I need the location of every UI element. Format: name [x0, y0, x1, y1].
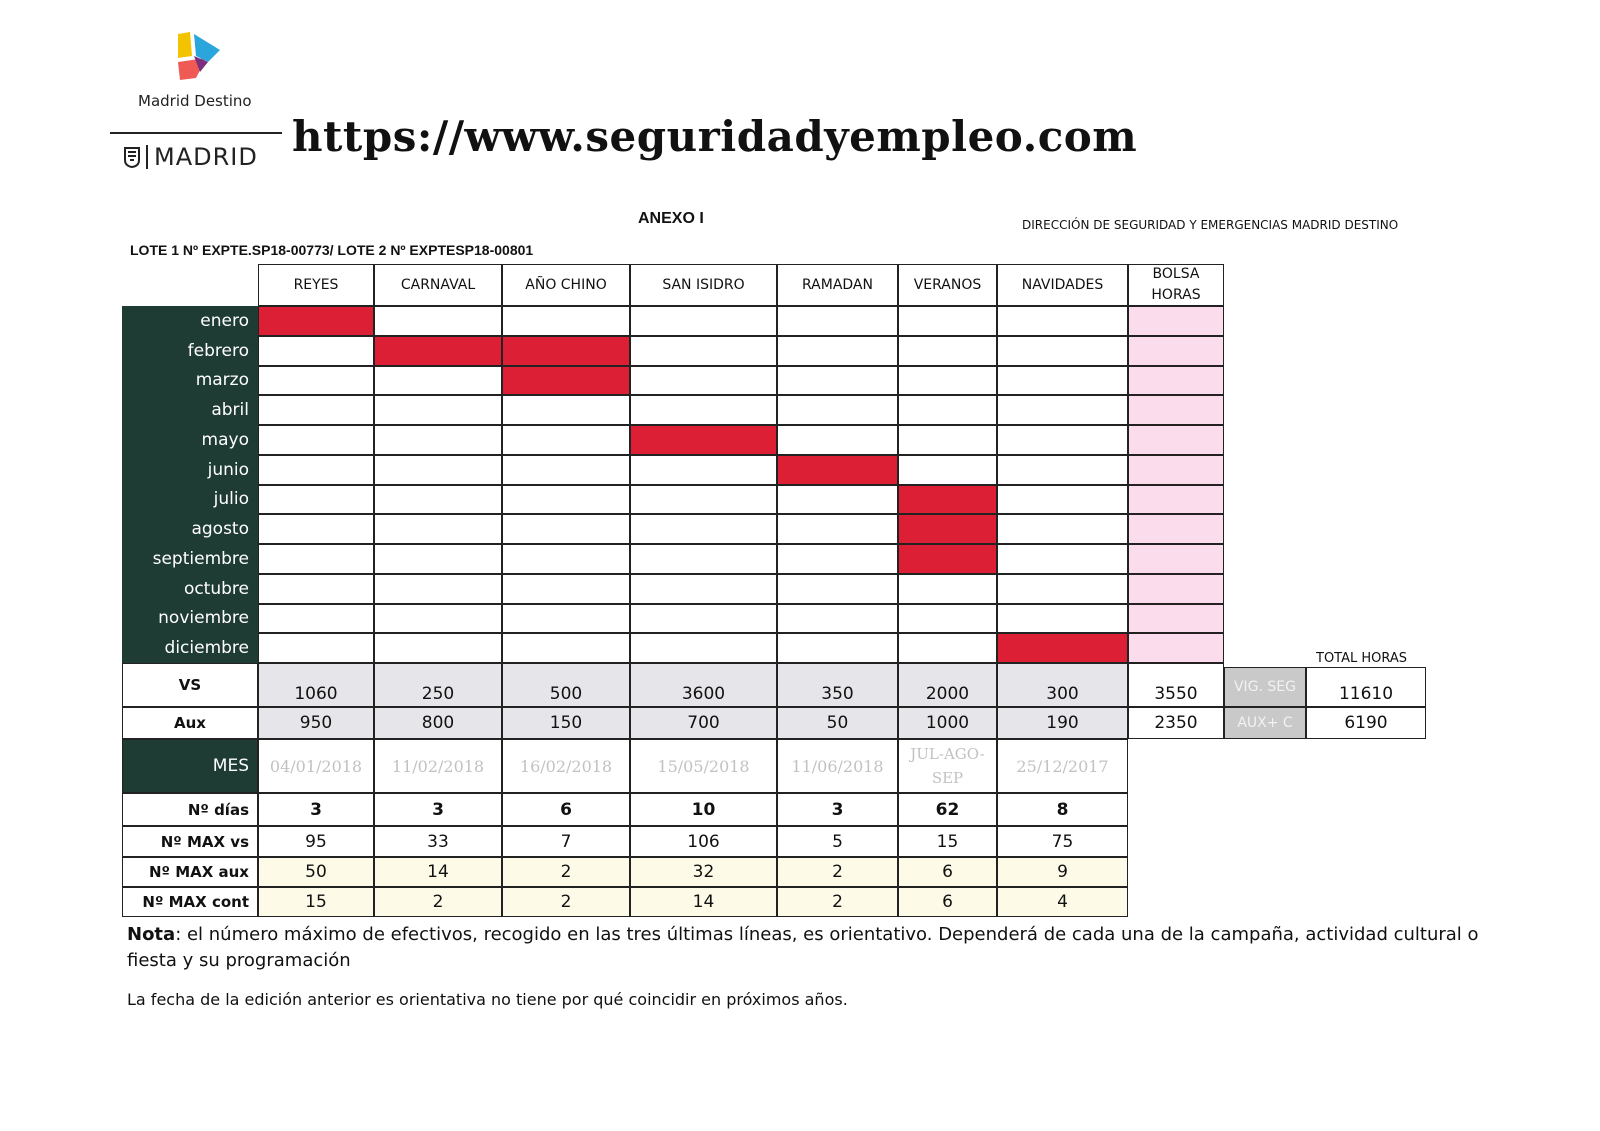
campaign-cell	[777, 425, 898, 455]
madrid-destino-logo-icon	[170, 28, 230, 88]
campaign-cell-active	[997, 633, 1128, 663]
bolsa-cell	[1128, 425, 1224, 455]
campaign-cell	[374, 633, 502, 663]
max-vs-value: 106	[630, 826, 777, 857]
header-rule	[110, 132, 282, 134]
vs-value: 250	[374, 663, 502, 707]
campaign-cell	[898, 336, 997, 366]
dias-value: 62	[898, 793, 997, 826]
max-aux-label: Nº MAX aux	[122, 857, 258, 887]
campaign-cell-active	[630, 425, 777, 455]
mes-value: 16/02/2018	[502, 739, 630, 793]
campaign-cell	[374, 395, 502, 425]
campaign-cell	[630, 574, 777, 604]
max-aux-value: 2	[502, 857, 630, 887]
aux-value: 190	[997, 707, 1128, 739]
annex-title: ANEXO I	[638, 210, 704, 227]
aux-value: 50	[777, 707, 898, 739]
campaign-cell-active	[898, 485, 997, 515]
max-vs-value: 7	[502, 826, 630, 857]
campaign-cell-active	[777, 455, 898, 485]
campaign-cell-active	[898, 514, 997, 544]
bolsa-cell	[1128, 455, 1224, 485]
max-aux-value: 32	[630, 857, 777, 887]
campaign-cell	[374, 425, 502, 455]
direction-label: DIRECCIÓN DE SEGURIDAD Y EMERGENCIAS MADRID DESTINO	[1022, 218, 1399, 232]
campaign-cell	[898, 395, 997, 425]
campaign-cell	[258, 425, 374, 455]
month-label: enero	[122, 306, 258, 336]
campaign-cell	[630, 604, 777, 634]
campaign-cell	[502, 485, 630, 515]
campaign-cell	[502, 574, 630, 604]
month-label: octubre	[122, 574, 258, 604]
campaign-cell	[630, 366, 777, 396]
campaign-cell	[502, 604, 630, 634]
campaign-cell	[898, 366, 997, 396]
aux-value: 700	[630, 707, 777, 739]
month-label: febrero	[122, 336, 258, 366]
dias-label: Nº días	[122, 793, 258, 826]
column-header: REYES	[258, 264, 374, 306]
column-header: RAMADAN	[777, 264, 898, 306]
column-header: NAVIDADES	[997, 264, 1128, 306]
month-label: julio	[122, 485, 258, 515]
campaign-cell	[777, 544, 898, 574]
month-label: abril	[122, 395, 258, 425]
max-vs-value: 33	[374, 826, 502, 857]
max-aux-value: 2	[777, 857, 898, 887]
max-cont-value: 2	[777, 887, 898, 917]
aux-bolsa: 2350	[1128, 707, 1224, 739]
campaign-cell	[777, 395, 898, 425]
campaign-cell	[630, 455, 777, 485]
max-vs-label: Nº MAX vs	[122, 826, 258, 857]
campaign-cell	[374, 455, 502, 485]
max-cont-value: 2	[374, 887, 502, 917]
campaign-cell	[502, 633, 630, 663]
max-cont-value: 4	[997, 887, 1128, 917]
campaign-cell	[502, 455, 630, 485]
month-label: junio	[122, 455, 258, 485]
campaign-cell	[630, 395, 777, 425]
max-cont-value: 15	[258, 887, 374, 917]
campaign-cell	[777, 604, 898, 634]
campaign-cell	[374, 306, 502, 336]
bolsa-cell	[1128, 633, 1224, 663]
mes-value: 25/12/2017	[997, 739, 1128, 793]
mes-value: JUL-AGO-SEP	[898, 739, 997, 793]
campaign-cell	[777, 366, 898, 396]
campaign-cell	[777, 485, 898, 515]
vs-value: 2000	[898, 663, 997, 707]
campaign-cell	[997, 336, 1128, 366]
website-url: https://www.seguridadyempleo.com	[292, 112, 1138, 161]
campaign-cell	[997, 604, 1128, 634]
campaign-cell	[502, 514, 630, 544]
bolsa-cell	[1128, 574, 1224, 604]
campaign-cell-active	[502, 366, 630, 396]
lote-reference: LOTE 1 Nº EXPTE.SP18-00773/ LOTE 2 Nº EXPTESP18-00801	[130, 242, 534, 258]
aux-value: 800	[374, 707, 502, 739]
campaign-cell	[258, 455, 374, 485]
bolsa-cell	[1128, 604, 1224, 634]
total-horas-label: TOTAL HORAS	[1316, 651, 1408, 666]
month-label: noviembre	[122, 604, 258, 634]
dias-value: 3	[374, 793, 502, 826]
vs-value: 500	[502, 663, 630, 707]
campaign-cell	[898, 306, 997, 336]
mes-value: 15/05/2018	[630, 739, 777, 793]
campaign-cell	[374, 574, 502, 604]
campaign-cell	[258, 336, 374, 366]
campaign-cell	[997, 544, 1128, 574]
campaign-cell	[898, 455, 997, 485]
campaign-cell	[258, 544, 374, 574]
vs-bolsa: 3550	[1128, 663, 1224, 707]
campaign-cell	[258, 604, 374, 634]
dias-value: 3	[258, 793, 374, 826]
max-cont-label: Nº MAX cont	[122, 887, 258, 917]
campaign-cell	[630, 514, 777, 544]
campaign-cell	[898, 425, 997, 455]
note-secondary: La fecha de la edición anterior es orientativa no tiene por qué coincidir en próximos años.	[127, 990, 848, 1009]
note-label: Nota	[127, 924, 176, 945]
bolsa-header-line: HORAS	[1151, 287, 1201, 303]
max-vs-value: 75	[997, 826, 1128, 857]
campaign-cell	[502, 544, 630, 574]
column-header: VERANOS	[898, 264, 997, 306]
note-paragraph	[127, 922, 1497, 974]
campaign-cell	[997, 425, 1128, 455]
campaign-cell	[630, 633, 777, 663]
campaign-cell	[997, 485, 1128, 515]
campaign-cell-active	[374, 336, 502, 366]
campaign-cell	[374, 514, 502, 544]
month-label: agosto	[122, 514, 258, 544]
dias-value: 6	[502, 793, 630, 826]
max-aux-value: 14	[374, 857, 502, 887]
campaign-cell	[502, 425, 630, 455]
city-name: MADRID	[154, 143, 258, 171]
bolsa-cell	[1128, 336, 1224, 366]
max-cont-value: 6	[898, 887, 997, 917]
month-label: mayo	[122, 425, 258, 455]
campaign-cell	[374, 366, 502, 396]
max-aux-value: 50	[258, 857, 374, 887]
aux-c-label: AUX+ C	[1224, 707, 1306, 739]
campaign-cell	[997, 514, 1128, 544]
campaign-cell	[258, 366, 374, 396]
bolsa-cell	[1128, 395, 1224, 425]
mes-value: 11/02/2018	[374, 739, 502, 793]
column-header: SAN ISIDRO	[630, 264, 777, 306]
campaign-cell	[374, 485, 502, 515]
campaign-cell	[997, 306, 1128, 336]
campaign-cell	[258, 574, 374, 604]
campaign-cell	[502, 306, 630, 336]
vs-value: 350	[777, 663, 898, 707]
max-cont-value: 2	[502, 887, 630, 917]
campaign-cell	[997, 395, 1128, 425]
max-vs-value: 15	[898, 826, 997, 857]
column-header: CARNAVAL	[374, 264, 502, 306]
max-vs-value: 5	[777, 826, 898, 857]
campaign-cell	[898, 604, 997, 634]
aux-value: 150	[502, 707, 630, 739]
campaign-cell	[374, 604, 502, 634]
campaign-cell	[630, 485, 777, 515]
campaign-cell	[258, 633, 374, 663]
vs-value: 3600	[630, 663, 777, 707]
bolsa-cell	[1128, 366, 1224, 396]
mes-value: 11/06/2018	[777, 739, 898, 793]
mes-label: MES	[122, 739, 258, 793]
logo-divider	[146, 145, 148, 169]
aux-label: Aux	[122, 707, 258, 739]
bolsa-cell	[1128, 544, 1224, 574]
vs-label: VS	[122, 663, 258, 707]
note-text: : el número máximo de efectivos, recogido en las tres últimas líneas, es orientativo. Dependerá de cada una de la campaña, actividad cultural o fiesta y su programación	[127, 924, 1479, 971]
bolsa-header-line: BOLSA	[1152, 266, 1200, 282]
campaign-cell-active	[502, 336, 630, 366]
max-aux-value: 9	[997, 857, 1128, 887]
bolsa-horas-header	[1128, 264, 1224, 306]
campaign-cell	[502, 395, 630, 425]
campaign-cell	[898, 633, 997, 663]
brand-name: Madrid Destino	[138, 92, 252, 110]
month-label: marzo	[122, 366, 258, 396]
vig-seg-label: VIG. SEG	[1224, 667, 1306, 707]
dias-value: 10	[630, 793, 777, 826]
mes-value: 04/01/2018	[258, 739, 374, 793]
campaign-cell	[258, 395, 374, 425]
max-cont-value: 14	[630, 887, 777, 917]
campaign-cell	[630, 336, 777, 366]
campaign-cell	[777, 336, 898, 366]
month-label: diciembre	[122, 633, 258, 663]
aux-value: 950	[258, 707, 374, 739]
campaign-cell	[374, 544, 502, 574]
dias-value: 3	[777, 793, 898, 826]
campaign-cell-active	[258, 306, 374, 336]
campaign-cell	[630, 306, 777, 336]
aux-total: 6190	[1306, 707, 1426, 739]
campaign-cell	[777, 306, 898, 336]
max-vs-value: 95	[258, 826, 374, 857]
month-label: septiembre	[122, 544, 258, 574]
vs-value: 300	[997, 663, 1128, 707]
dias-value: 8	[997, 793, 1128, 826]
bolsa-cell	[1128, 485, 1224, 515]
vs-value: 1060	[258, 663, 374, 707]
campaign-cell	[258, 514, 374, 544]
bolsa-cell	[1128, 306, 1224, 336]
max-aux-value: 6	[898, 857, 997, 887]
column-header: AÑO CHINO	[502, 264, 630, 306]
campaign-cell	[258, 485, 374, 515]
vs-total: 11610	[1306, 667, 1426, 707]
campaign-cell	[997, 366, 1128, 396]
campaign-cell	[630, 544, 777, 574]
campaign-cell	[997, 574, 1128, 604]
campaign-cell	[777, 514, 898, 544]
campaign-cell	[777, 633, 898, 663]
campaign-cell	[898, 574, 997, 604]
madrid-logo	[124, 143, 258, 171]
aux-value: 1000	[898, 707, 997, 739]
campaign-cell	[777, 574, 898, 604]
campaign-cell-active	[898, 544, 997, 574]
madrid-shield-icon	[124, 146, 140, 168]
bolsa-cell	[1128, 514, 1224, 544]
campaign-cell	[997, 455, 1128, 485]
